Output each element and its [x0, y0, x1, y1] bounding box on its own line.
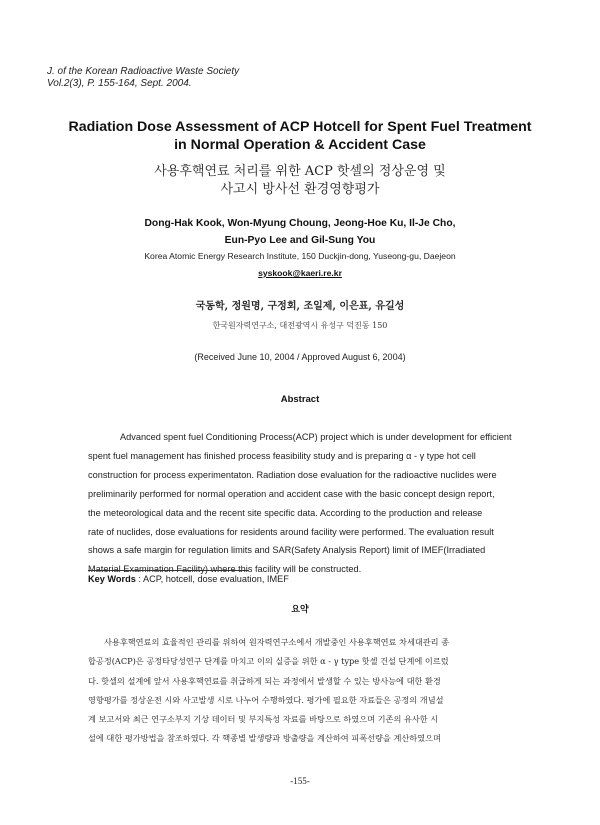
korean-title-line-2: 사고시 방사선 환경영향평가 [220, 182, 380, 197]
korean-title-line-1: 사용후핵연료 처리를 위한 ACP 핫셀의 정상운영 및 [154, 164, 446, 179]
abstract-line: the meteorological data and the recent site specific data. According to the production and release [88, 507, 483, 518]
korean-abstract-line: 계 보고서와 최근 연구소부지 기상 데이터 및 부지특성 자료를 바탕으로 하였으며 기존의 유사한 시 [88, 714, 439, 725]
abstract-heading: Abstract [280, 394, 320, 405]
korean-authors: 국동학, 정원명, 구정회, 조일제, 이은표, 유길성 [195, 301, 405, 312]
email-link[interactable]: syskook@kaeri.re.kr [258, 268, 342, 278]
korean-affiliation: 한국원자력연구소, 대전광역시 유성구 덕진동 150 [212, 321, 388, 330]
abstract-line: rate of nuclides, dose evaluations for residents around facility were performed. The evaluation result [88, 526, 494, 537]
korean-abstract-line: 다. 핫셀의 설계에 앞서 사용후핵연료를 취급하게 되는 과정에서 발생할 수 있는 방사능에 대한 환경 [88, 675, 441, 686]
korean-abstract-line: 설에 대한 평가방법을 참조하였다. 각 핵종별 발생량과 방출량을 계산하여 피폭선량을 계산하였으며 [88, 733, 441, 744]
abstract-line: preliminarily performed for normal operation and accident case with the basic concept design report, [88, 488, 495, 499]
page-number: -155- [290, 776, 310, 786]
korean-abstract-body [88, 633, 522, 749]
journal-citation [47, 66, 239, 90]
english-title-line-2: in Normal Operation & Accident Case [174, 137, 426, 153]
english-authors-line-1: Dong-Hak Kook, Won-Myung Choung, Jeong-Hoe Ku, Il-Je Cho, [144, 218, 456, 229]
abstract-body [88, 428, 522, 579]
keywords-label: Key Words [88, 574, 136, 584]
abstract-line: spent fuel management has finished process feasibility study and is preparing α - γ type hot cell [88, 450, 476, 461]
korean-title [60, 163, 540, 199]
abstract-line: shows a safe margin for regulation limits and SAR(Safety Analysis Report) limit of IMEF(Irradiated [88, 545, 486, 556]
english-authors [60, 215, 540, 249]
abstract-line: Material Examination Facility) where this facility will be constructed. [88, 564, 362, 575]
author-email[interactable] [60, 267, 540, 279]
received-dates: (Received June 10, 2004 / Approved August 6, 2004) [194, 352, 406, 362]
abstract-line: Advanced spent fuel Conditioning Process(ACP) project which is under development for efficient [120, 432, 512, 442]
keywords-text: : ACP, hotcell, dose evaluation, IMEF [135, 574, 289, 584]
korean-abstract-heading: 요약 [291, 605, 309, 615]
english-authors-line-2: Eun-Pyo Lee and Gil-Sung You [224, 235, 376, 246]
english-title [60, 118, 540, 154]
english-title-line-1: Radiation Dose Assessment of ACP Hotcell for Spent Fuel Treatment [68, 119, 532, 135]
abstract-line: construction for process experimentaton. Radiation dose evaluation for the radioactive nuclides were [88, 469, 497, 480]
english-affiliation: Korea Atomic Energy Research Institute, 150 Duckjin-dong, Yuseong-gu, Daejeon [144, 251, 456, 261]
korean-abstract-line: 영향평가를 정상운전 시와 사고발생 시로 나누어 수행하였다. 평가에 필요한 자료들은 공정의 개념설 [88, 694, 444, 705]
keywords-divider [88, 570, 249, 571]
korean-abstract-line: 합공정(ACP)은 공정타당성연구 단계를 마치고 이의 실증을 위한 α - γ type 핫셀 건설 단계에 이르렀 [88, 656, 449, 667]
keywords [88, 573, 289, 585]
journal-volume: Vol.2(3), P. 155-164, Sept. 2004. [47, 78, 192, 89]
journal-name: J. of the Korean Radioactive Waste Society [47, 66, 240, 77]
korean-abstract-line: 사용후핵연료의 효율적인 관리를 위하여 원자력연구소에서 개발중인 사용후핵연료 차세대관리 종 [104, 637, 450, 647]
